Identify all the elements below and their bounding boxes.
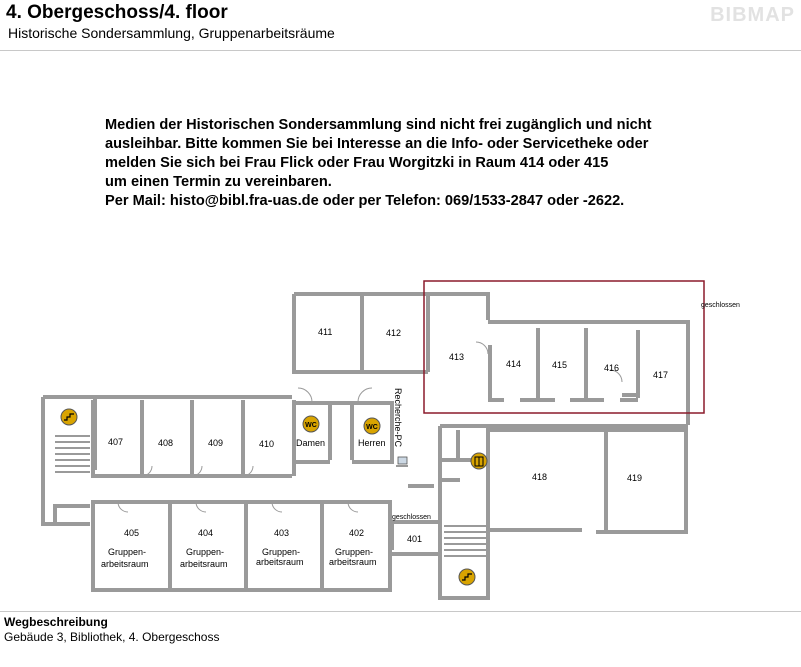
notice-line: ausleihbar. Bitte kommen Sie bei Interesse an die Info- oder Servicetheke oder	[105, 136, 649, 152]
room-408: 408	[158, 438, 174, 448]
stairs-icon	[61, 409, 77, 425]
room-404: 404	[198, 528, 214, 538]
group-room-label: arbeitsraum	[329, 557, 377, 567]
elevator-icon	[471, 453, 487, 469]
room-410: 410	[259, 439, 275, 449]
room-401: 401	[407, 534, 423, 544]
group-room-label: Gruppen-	[262, 547, 301, 557]
directions-title: Wegbeschreibung	[4, 615, 108, 629]
svg-text:WC: WC	[366, 424, 378, 431]
bibmap-logo: BIBMAP	[710, 4, 795, 26]
historic-collection-highlight	[424, 281, 704, 413]
group-room-label: arbeitsraum	[101, 559, 149, 569]
group-room-label: arbeitsraum	[256, 557, 304, 567]
room-417: 417	[653, 370, 669, 380]
room-419: 419	[627, 473, 643, 483]
pc-icon	[396, 457, 408, 467]
herren-label: Herren	[358, 438, 386, 448]
room-412: 412	[386, 328, 402, 338]
room-403: 403	[274, 528, 290, 538]
damen-label: Damen	[296, 438, 326, 448]
group-room-label: Gruppen-	[335, 547, 374, 557]
room-407: 407	[108, 437, 124, 447]
notice-line: melden Sie sich bei Frau Flick oder Frau Worgitzki in Raum 414 oder 415	[105, 155, 609, 171]
room-413: 413	[449, 352, 465, 362]
room-402: 402	[349, 528, 365, 538]
notice-line: Medien der Historischen Sondersammlung sind nicht frei zugänglich und nicht	[105, 117, 652, 133]
wc-icon	[364, 418, 380, 434]
closed-label: geschlossen	[392, 514, 431, 521]
closed-label: geschlossen	[701, 302, 740, 309]
room-414: 414	[506, 359, 522, 369]
group-room-label: Gruppen-	[108, 547, 147, 557]
room-409: 409	[208, 438, 224, 448]
access-notice	[105, 116, 745, 211]
room-416: 416	[604, 363, 620, 373]
floor-plan	[0, 270, 801, 610]
room-411: 411	[318, 327, 333, 337]
stairs-icon	[459, 569, 475, 585]
room-418: 418	[532, 472, 548, 482]
page-title: 4. Obergeschoss/4. floor	[6, 2, 228, 23]
directions-text: Gebäude 3, Bibliothek, 4. Obergeschoss	[4, 630, 220, 644]
svg-text:WC: WC	[305, 422, 317, 429]
header	[0, 0, 801, 51]
wc-icon	[303, 416, 319, 432]
room-405: 405	[124, 528, 140, 538]
footer	[0, 611, 801, 667]
group-room-label: arbeitsraum	[180, 559, 228, 569]
room-labels	[101, 302, 740, 569]
notice-line: Per Mail: histo@bibl.fra-uas.de oder per Telefon: 069/1533-2847 oder -2622.	[105, 193, 625, 209]
page-subtitle: Historische Sondersammlung, Gruppenarbeitsräume	[8, 25, 335, 41]
room-415: 415	[552, 360, 568, 370]
recherche-pc-label: Recherche-PC	[393, 388, 403, 448]
group-room-label: Gruppen-	[186, 547, 225, 557]
notice-line: um einen Termin zu vereinbaren.	[105, 174, 332, 190]
